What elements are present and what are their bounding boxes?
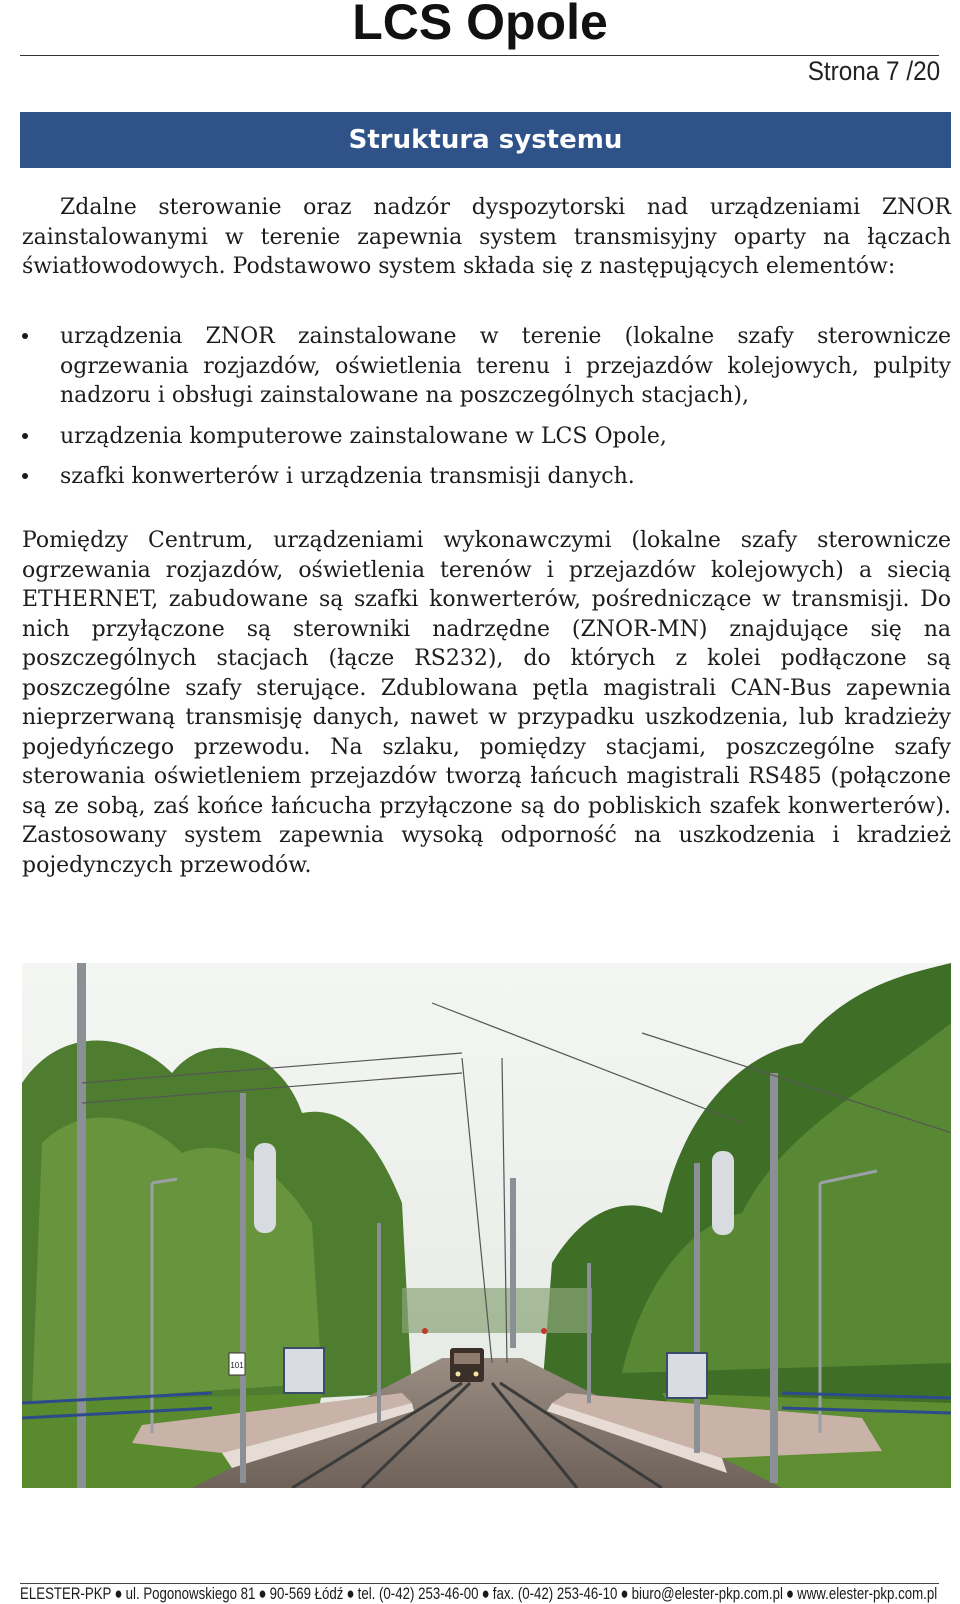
footer-separator: ● xyxy=(346,1584,355,1603)
list-item-text: urządzenia ZNOR zainstalowane w terenie (lokalne szafy sterownicze ogrzewania rozjazdów, oświetlenia terenu i przejazdów kolejowych, pulpity nadzoru i obsługi zainstalowane na poszczególnych stacjach), xyxy=(60,324,951,408)
distant-trees xyxy=(402,1288,592,1333)
header-rule xyxy=(20,55,939,56)
footer-separator: ● xyxy=(114,1584,123,1603)
intro-paragraph: Zdalne sterowanie oraz nadzór dyspozytorski nad urządzeniami ZNOR zainstalowanymi w terenie zapewnia system transmisyjny oparty na łączach światłowodowych. Podstawowo system składa się z następujących elementów: xyxy=(22,195,951,279)
footer-company: ELESTER-PKP xyxy=(20,1584,112,1603)
footer-website-link[interactable]: www.elester-pkp.com.pl xyxy=(797,1584,938,1603)
railway-photo xyxy=(22,963,951,1488)
bullet-list xyxy=(22,322,951,503)
list-item-text: szafki konwerterów i urządzenia transmisji danych. xyxy=(60,464,635,489)
footer xyxy=(20,1584,938,1604)
footer-email-link[interactable]: biuro@elester-pkp.com.pl xyxy=(631,1584,783,1603)
page-header-title: LCS Opole xyxy=(352,0,608,50)
list-item xyxy=(22,422,951,452)
footer-separator: ● xyxy=(620,1584,629,1603)
section-title: Struktura systemu xyxy=(348,125,623,155)
bullet-icon xyxy=(22,433,28,439)
footer-phone: tel. (0-42) 253-46-00 xyxy=(357,1584,479,1603)
bullet-icon xyxy=(22,473,28,479)
list-item xyxy=(22,462,951,492)
main-paragraph: Pomiędzy Centrum, urządzeniami wykonawczymi (lokalne szafy sterownicze ogrzewania rozjazdów, oświetlenia terenów i przejazdów kolejowych) a siecią ETHERNET, zabudowane są szafki konwerterów, pośredniczące w transmisji. Do nich przyłączone są sterowniki nadrzędne (ZNOR-MN) znajdujące się na poszczególnych stacjach (łącze RS232), do których z kolei podłączone są poszczególne szafy sterujące. Zdublowana pętla magistrali CAN-Bus zapewnia nieprzerwaną transmisję danych, nawet w przypadku uszkodzenia, lub kradzieży pojedyńczego przewodu. Na szlaku, pomiędzy stacjami, poszczególne szafy sterowania oświetleniem przejazdów tworzą łańcuch magistrali RS485 (połączone są ze sobą, zaś końce łańcucha przyłączone są do pobliskich szafek konwerterów). Zastosowany system zapewnia wysoką odporność na uszkodzenia i kradzież pojedynczych przewodów. xyxy=(22,528,951,878)
footer-fax: fax. (0-42) 253-46-10 xyxy=(492,1584,618,1603)
footer-address: ul. Pogonowskiego 81 xyxy=(125,1584,256,1603)
footer-separator: ● xyxy=(786,1584,795,1603)
footer-separator: ● xyxy=(481,1584,490,1603)
list-item-text: urządzenia komputerowe zainstalowane w LCS Opole, xyxy=(60,423,667,449)
footer-separator: ● xyxy=(258,1584,267,1603)
section-banner xyxy=(20,112,951,168)
footer-city: 90-569 Łódź xyxy=(269,1584,344,1603)
list-item xyxy=(22,322,951,411)
bullet-icon xyxy=(22,333,28,339)
train xyxy=(450,1348,484,1382)
platform-sign-text: 101 xyxy=(230,1361,244,1370)
page-number: Strona 7 /20 xyxy=(807,56,940,86)
